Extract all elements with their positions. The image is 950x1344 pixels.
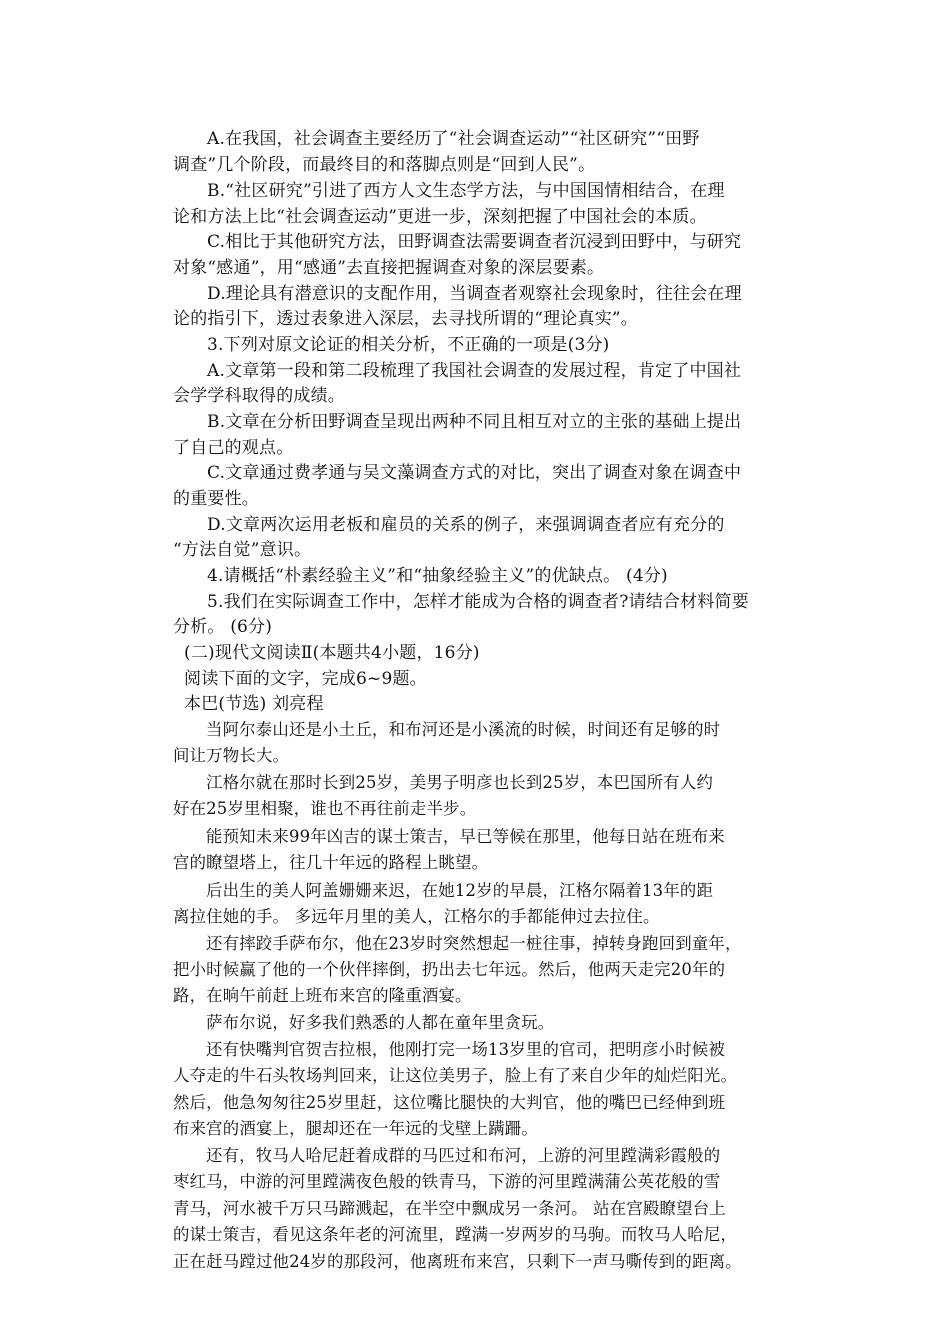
- section-2-instruction: 阅读下面的文字，完成6~9题。: [184, 669, 427, 689]
- option-c-line-1: C.相比于其他研究方法，田野调查法需要调查者沉浸到田野中，与研究: [207, 232, 742, 252]
- option-a-line-2: 调查”几个阶段，而最终目的和落脚点则是“回到人民”。: [173, 155, 596, 175]
- option-d-line-2: 论的指引下，透过表象进入深层，去寻找所谓的“理论真实”。: [173, 309, 638, 329]
- q3-option-c-line-1: C.文章通过费孝通与吴文藻调查方式的对比，突出了调查对象在调查中: [207, 463, 742, 483]
- passage-line: 正在赶马蹚过他24岁的那段河，他离班布来宫，只剩下一声马嘶传到的距离。: [173, 1252, 742, 1271]
- passage-line: 还有，牧马人哈尼赶着成群的马匹过和布河，上游的河里蹚满彩霞般的: [206, 1146, 721, 1165]
- section-2-title: (二)现代文阅读Ⅱ(本题共4小题，16分): [184, 643, 480, 663]
- q3-option-a-line-1: A.文章第一段和第二段梳理了我国社会调查的发展过程，肯定了中国社: [207, 361, 742, 381]
- passage-line: 布来宫的酒宴上，腿却还在一年远的戈壁上蹒跚。: [173, 1119, 538, 1138]
- passage-line: 把小时候赢了他的一个伙伴摔倒，扔出去七年远。然后，他两天走完20年的: [173, 960, 726, 979]
- passage-line: 江格尔就在那时长到25岁，美男子明彦也长到25岁，本巴国所有人约: [206, 773, 714, 792]
- q3-option-a-line-2: 会学学科取得的成绩。: [173, 386, 345, 406]
- q3-option-c-line-2: 的重要性。: [173, 489, 259, 509]
- passage-line: 青马，河水被千万只马蹄溅起，在半空中飘成另一条河。 站在宫殿瞭望台上: [173, 1199, 726, 1218]
- passage-line: 宫的瞭望塔上，往几十年远的路程上眺望。: [173, 853, 489, 872]
- passage-line: 枣红马，中游的河里蹚满夜色般的铁青马，下游的河里蹚满蒲公英花般的雪: [173, 1172, 721, 1191]
- q3-option-b-line-1: B.文章在分析田野调查呈现出两种不同且相互对立的主张的基础上提出: [207, 412, 742, 432]
- passage-line: 人夺走的牛石头牧场判回来，让这位美男子，脸上有了来自少年的灿烂阳光。: [173, 1066, 738, 1085]
- option-b-line-2: 论和方法上比“社会调查运动”更进一步，深刻把握了中国社会的本质。: [173, 207, 707, 227]
- question-5-line-1: 5.我们在实际调查工作中，怎样才能成为合格的调查者?请结合材料简要: [207, 592, 749, 612]
- passage-line: 离拉住她的手。 多远年月里的美人，江格尔的手都能伸过去拉住。: [173, 907, 660, 926]
- question-5-line-2: 分析。 (6分): [173, 617, 273, 637]
- q3-option-d-line-2: “方法自觉”意识。: [173, 540, 312, 560]
- q3-option-b-line-2: 了自己的观点。: [173, 438, 294, 458]
- passage-line: 后出生的美人阿盖姗姗来迟，在她12岁的早晨，江格尔隔着13年的距: [206, 881, 714, 900]
- q3-option-d-line-1: D.文章两次运用老板和雇员的关系的例子，来强调调查者应有充分的: [207, 515, 725, 535]
- passage-line: 的谋士策吉，看见这条年老的河流里，蹚满一岁两岁的马驹。而牧马人哈尼，: [173, 1225, 738, 1244]
- passage-line: 当阿尔泰山还是小土丘，和布河还是小溪流的时候，时间还有足够的时: [206, 720, 721, 739]
- passage-line: 然后，他急匆匆往25岁里赶，这位嘴比腿快的大判官，他的嘴巴已经伸到班: [173, 1093, 726, 1112]
- passage-line: 还有摔跤手萨布尔，他在23岁时突然想起一桩往事，掉转身跑回到童年，: [206, 934, 742, 953]
- passage-line: 好在25岁里相聚，谁也不再往前走半步。: [173, 799, 477, 818]
- option-a-line-1: A.在我国，社会调查主要经历了“社会调查运动”“社区研究”“田野: [207, 129, 700, 149]
- option-c-line-2: 对象“感通”，用“感通”去直接把握调查对象的深层要素。: [173, 258, 605, 278]
- passage-line: 萨布尔说，好多我们熟悉的人都在童年里贪玩。: [206, 1013, 555, 1032]
- passage-line: 能预知未来99年凶吉的谋士策吉，早已等候在那里，他每日站在班布来: [206, 827, 725, 846]
- passage-line: 还有快嘴判官贺吉拉根，他刚打完一场13岁里的官司，把明彦小时候被: [206, 1040, 725, 1059]
- passage-line: 路，在晌午前赶上班布来宫的隆重酒宴。: [173, 986, 472, 1005]
- option-d-line-1: D.理论具有潜意识的支配作用，当调查者观察社会现象时，往往会在理: [207, 284, 742, 304]
- option-b-line-1: B.“社区研究”引进了西方人文生态学方法，与中国国情相结合，在理: [207, 181, 725, 201]
- passage-title: 本巴(节选) 刘亮程: [184, 694, 324, 714]
- passage-line: 间让万物长大。: [173, 746, 290, 765]
- question-3-stem: 3.下列对原文论证的相关分析，不正确的一项是(3分): [207, 335, 610, 355]
- question-4: 4.请概括“朴素经验主义”和“抽象经验主义”的优缺点。 (4分): [207, 566, 668, 586]
